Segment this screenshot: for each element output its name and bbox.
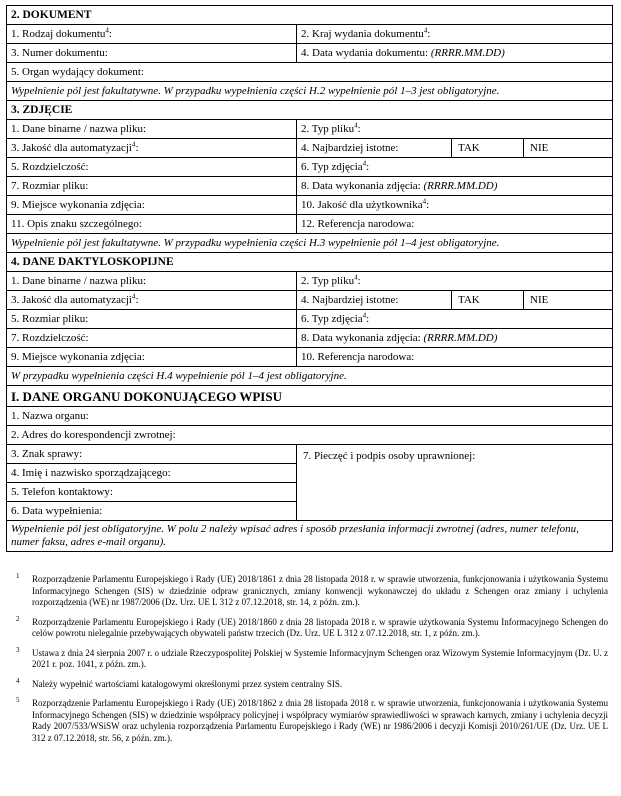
field-authority-name[interactable]: 1. Nazwa organu:: [7, 407, 613, 426]
option-tak[interactable]: TAK: [452, 139, 524, 158]
field-photo-place[interactable]: 9. Miejsce wykonania zdjęcia:: [7, 196, 297, 215]
option-nie[interactable]: NIE: [524, 139, 613, 158]
field-fp-national-ref[interactable]: 10. Referencja narodowa:: [297, 348, 613, 367]
field-photo-type[interactable]: 6. Typ zdjęcia$^4$:: [297, 158, 613, 177]
form-table: [6, 5, 613, 552]
field-fp-date[interactable]: 8. Data wykonania zdjęcia: (RRRR.MM.DD): [297, 329, 613, 348]
field-photo-automation-quality[interactable]: 3. Jakość dla automatyzacji$^4$:: [7, 139, 297, 158]
field-fp-photo-type[interactable]: 6. Typ zdjęcia$^4$:: [297, 310, 613, 329]
field-fp-most-relevant: 4. Najbardziej istotne:: [297, 291, 452, 310]
field-preparer-name[interactable]: 4. Imię i nazwisko sporządzającego:: [7, 464, 297, 483]
footnote-text: Należy wypełnić wartościami katalogowymi określonymi przez system centralny SIS.: [32, 678, 343, 689]
field-document-number[interactable]: 3. Numer dokumentu:: [7, 44, 297, 63]
footnotes: [16, 574, 608, 752]
field-photo-resolution[interactable]: 5. Rozdzielczość:: [7, 158, 297, 177]
option-nie[interactable]: NIE: [524, 291, 613, 310]
field-fp-place[interactable]: 9. Miejsce wykonania zdjęcia:: [7, 348, 297, 367]
footnote: [16, 676, 608, 691]
footnote-text: Rozporządzenie Parlamentu Europejskiego i Rady (UE) 2018/1862 z dnia 28 listopada 2018 r. w sprawie utworzenia, funkcjonowania i użytkowania Systemu Informacyjnego Schengen (SIS) w dziedzinie współpracy policyjnej i współpracy wymiarów sprawiedliwości w sprawach karnych, zmiany i uchylenia decyzji Rady 2007/533/WSiSW oraz uchylenia rozporządzenia Parlamentu Europejskiego i Rady (WE) nr 1986/2006 i decyzji Komisji 2010/261/UE (Dz. Urz. UE L 312 z 07.12.2018, str. 56, z późn. zm.).: [32, 698, 608, 743]
field-document-type[interactable]: 1. Rodzaj dokumentu$^4$:: [7, 25, 297, 44]
field-photo-file-size[interactable]: 7. Rozmiar pliku:: [7, 177, 297, 196]
section-note-photo: Wypełnienie pól jest fakultatywne. W przypadku wypełnienia części H.3 wypełnienie pól 1–4 jest obligatoryjne.: [7, 234, 613, 253]
section-note-authority: Wypełnienie pól jest obligatoryjne. W polu 2 należy wpisać adres i sposób przesłania informacji zwrotnej (adres, numer telefonu, numer faksu, adres e-mail organu).: [7, 521, 613, 552]
footnote: [16, 645, 608, 671]
footnote-number: 5: [16, 696, 20, 704]
footnote-number: 3: [16, 645, 20, 654]
field-stamp-signature[interactable]: 7. Pieczęć i podpis osoby uprawnionej:: [297, 445, 613, 521]
section-note-document: Wypełnienie pól jest fakultatywne. W przypadku wypełnienia części H.2 wypełnienie pól 1–3 jest obligatoryjne.: [7, 82, 613, 101]
field-issuing-authority[interactable]: 5. Organ wydający dokument:: [7, 63, 613, 82]
field-fill-date[interactable]: 6. Data wypełnienia:: [7, 502, 297, 521]
footnote-text: Rozporządzenie Parlamentu Europejskiego i Rady (UE) 2018/1860 z dnia 28 listopada 2018 r. w sprawie użytkowania Systemu Informacyjnego Schengen do celów powrotu nielegalnie przebywających obywateli państw trzecich (Dz. Urz. UE L 312 z 07.12.2018, str. 1, z późn. zm.).: [32, 616, 608, 638]
field-fp-binary[interactable]: 1. Dane binarne / nazwa pliku:: [7, 272, 297, 291]
field-fp-file-size[interactable]: 5. Rozmiar pliku:: [7, 310, 297, 329]
footnote-number: 1: [16, 572, 20, 580]
footnote-number: 2: [16, 614, 20, 623]
footnote: [16, 574, 608, 609]
footnote-text: Rozporządzenie Parlamentu Europejskiego i Rady (UE) 2018/1861 z dnia 28 listopada 2018 r. w sprawie utworzenia, funkcjonowania i użytkowania Systemu Informacyjnego Schengen (SIS) w dziedzinie odpraw granicznych, zmiany konwencji wykonawczej do układu z Schengen oraz zmiany i uchylenia rozporządzenia (WE) nr 1987/2006 (Dz. Urz. UE L 312 z 07.12.2018, str. 14, z późn. zm.).: [32, 574, 608, 607]
field-fp-automation-quality[interactable]: 3. Jakość dla automatyzacji$^4$:: [7, 291, 297, 310]
field-photo-user-quality[interactable]: 10. Jakość dla użytkownika$^4$:: [297, 196, 613, 215]
field-contact-phone[interactable]: 5. Telefon kontaktowy:: [7, 483, 297, 502]
footnote-text: Ustawa z dnia 24 sierpnia 2007 r. o udziale Rzeczypospolitej Polskiej w Systemie Informacyjnym Schengen oraz Wizowym Systemie Informacyjnym (Dz. U. z 2021 r. poz. 1041, z późn. zm.).: [32, 647, 608, 669]
field-photo-file-type[interactable]: 2. Typ pliku$^4$:: [297, 120, 613, 139]
footnote: [16, 614, 608, 640]
field-fp-resolution[interactable]: 7. Rozdzielczość:: [7, 329, 297, 348]
field-photo-date[interactable]: 8. Data wykonania zdjęcia: (RRRR.MM.DD): [297, 177, 613, 196]
footnote-number: 4: [16, 676, 20, 685]
footnote: [16, 698, 608, 744]
section-title-photo: 3. ZDJĘCIE: [7, 101, 613, 120]
field-photo-most-relevant: 4. Najbardziej istotne:: [297, 139, 452, 158]
field-case-number[interactable]: 3. Znak sprawy:: [7, 445, 297, 464]
field-fp-file-type[interactable]: 2. Typ pliku$^4$:: [297, 272, 613, 291]
field-photo-national-ref[interactable]: 12. Referencja narodowa:: [297, 215, 613, 234]
section-note-fingerprints: W przypadku wypełnienia części H.4 wypełnienie pól 1–4 jest obligatoryjne.: [7, 367, 613, 386]
field-distinguishing-mark[interactable]: 11. Opis znaku szczególnego:: [7, 215, 297, 234]
section-title-fingerprints: 4. DANE DAKTYLOSKOPIJNE: [7, 253, 613, 272]
field-document-issue-date[interactable]: 4. Data wydania dokumentu: (RRRR.MM.DD): [297, 44, 613, 63]
option-tak[interactable]: TAK: [452, 291, 524, 310]
section-title-document: 2. DOKUMENT: [7, 6, 613, 25]
section-title-authority: I. DANE ORGANU DOKONUJĄCEGO WPISU: [7, 386, 613, 407]
field-return-address[interactable]: 2. Adres do korespondencji zwrotnej:: [7, 426, 613, 445]
field-document-country[interactable]: 2. Kraj wydania dokumentu$^4$:: [297, 25, 613, 44]
field-photo-binary[interactable]: 1. Dane binarne / nazwa pliku:: [7, 120, 297, 139]
